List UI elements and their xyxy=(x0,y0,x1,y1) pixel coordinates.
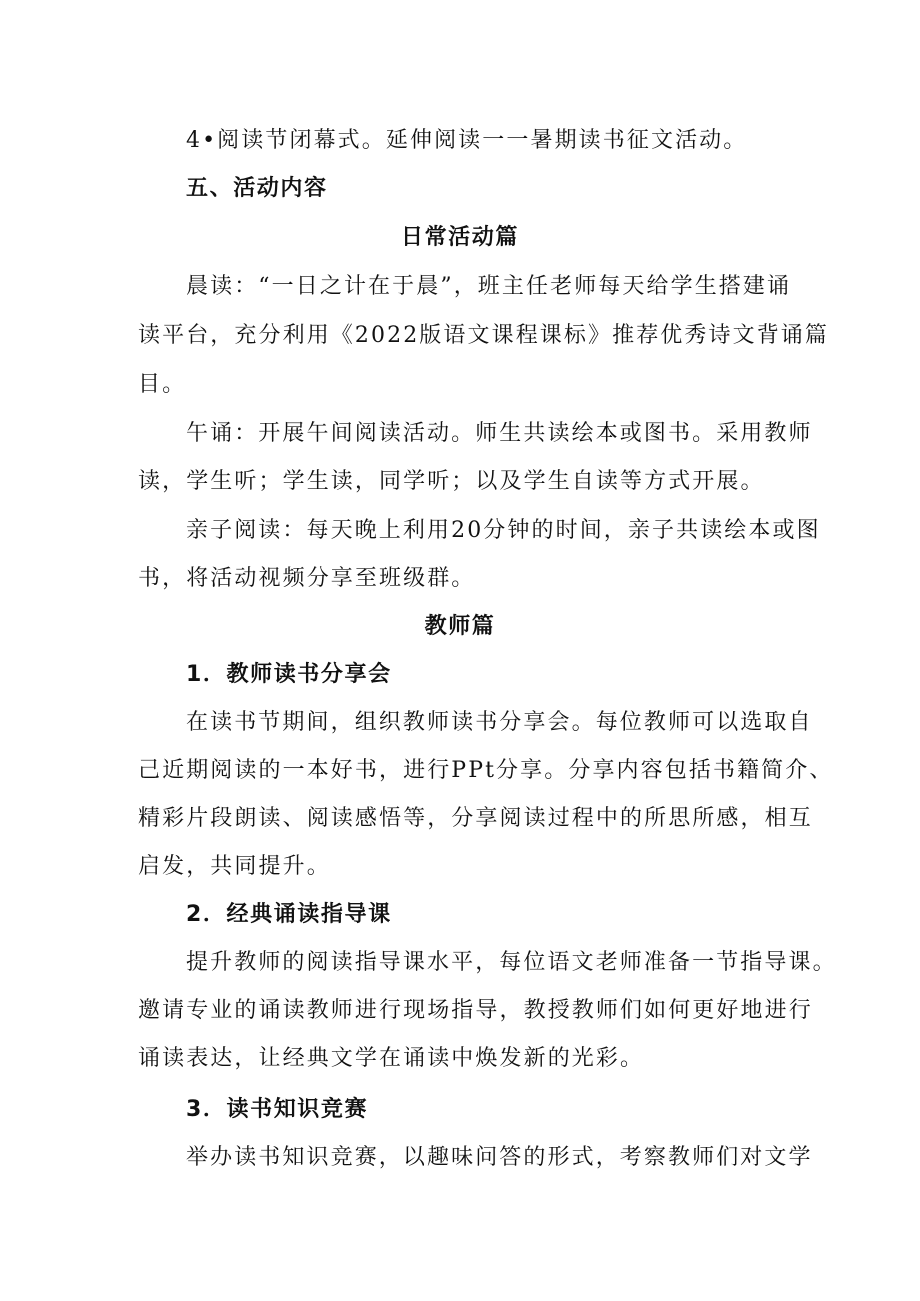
noon-recitation-line-1: 午诵：开展午间阅读活动。师生共读绘本或图书。采用教师 xyxy=(186,421,813,446)
heading-classic-recitation-class: 2．经典诵读指导课 xyxy=(186,902,392,927)
subheading-teachers: 教师篇 xyxy=(424,614,496,639)
closing-ceremony-line: 4•阅读节闭幕式。延伸阅读一一暑期读书征文活动。 xyxy=(186,128,748,153)
morning-reading-line-2: 读平台，充分利用《2022版语文课程课标》推荐优秀诗文背诵篇 xyxy=(138,323,829,348)
subheading-daily-activities: 日常活动篇 xyxy=(400,225,519,250)
heading-teacher-book-sharing: 1．教师读书分享会 xyxy=(186,662,392,687)
recitation-class-line-3: 诵读表达，让经典文学在诵读中焕发新的光彩。 xyxy=(138,1046,645,1071)
book-sharing-line-1: 在读书节期间，组织教师读书分享会。每位教师可以选取自 xyxy=(186,710,813,735)
heading-reading-knowledge-contest: 3．读书知识竞赛 xyxy=(186,1097,369,1122)
parent-child-reading-line-1: 亲子阅读：每天晚上利用20分钟的时间，亲子共读绘本或图 xyxy=(186,518,821,543)
recitation-class-line-1: 提升教师的阅读指导课水平，每位语文老师准备一节指导课。 xyxy=(186,950,837,975)
book-sharing-line-2: 己近期阅读的一本好书，进行PPt分享。分享内容包括书籍简介、 xyxy=(138,758,834,783)
book-sharing-line-3: 精彩片段朗读、阅读感悟等，分享阅读过程中的所思所感，相互 xyxy=(138,806,813,831)
morning-reading-line-1: 晨读：“一日之计在于晨”，班主任老师每天给学生搭建诵 xyxy=(186,274,792,299)
section-heading-activity-content: 五、活动内容 xyxy=(186,176,328,201)
parent-child-reading-line-2: 书，将活动视频分享至班级群。 xyxy=(138,566,476,591)
book-sharing-line-4: 启发，共同提升。 xyxy=(138,854,331,879)
recitation-class-line-2: 邀请专业的诵读教师进行现场指导，教授教师们如何更好地进行 xyxy=(138,998,813,1023)
noon-recitation-line-2: 读，学生听；学生读，同学听；以及学生自读等方式开展。 xyxy=(138,469,765,494)
morning-reading-line-3: 目。 xyxy=(138,372,187,397)
knowledge-contest-line-1: 举办读书知识竞赛，以趣味问答的形式，考察教师们对文学 xyxy=(186,1145,813,1170)
